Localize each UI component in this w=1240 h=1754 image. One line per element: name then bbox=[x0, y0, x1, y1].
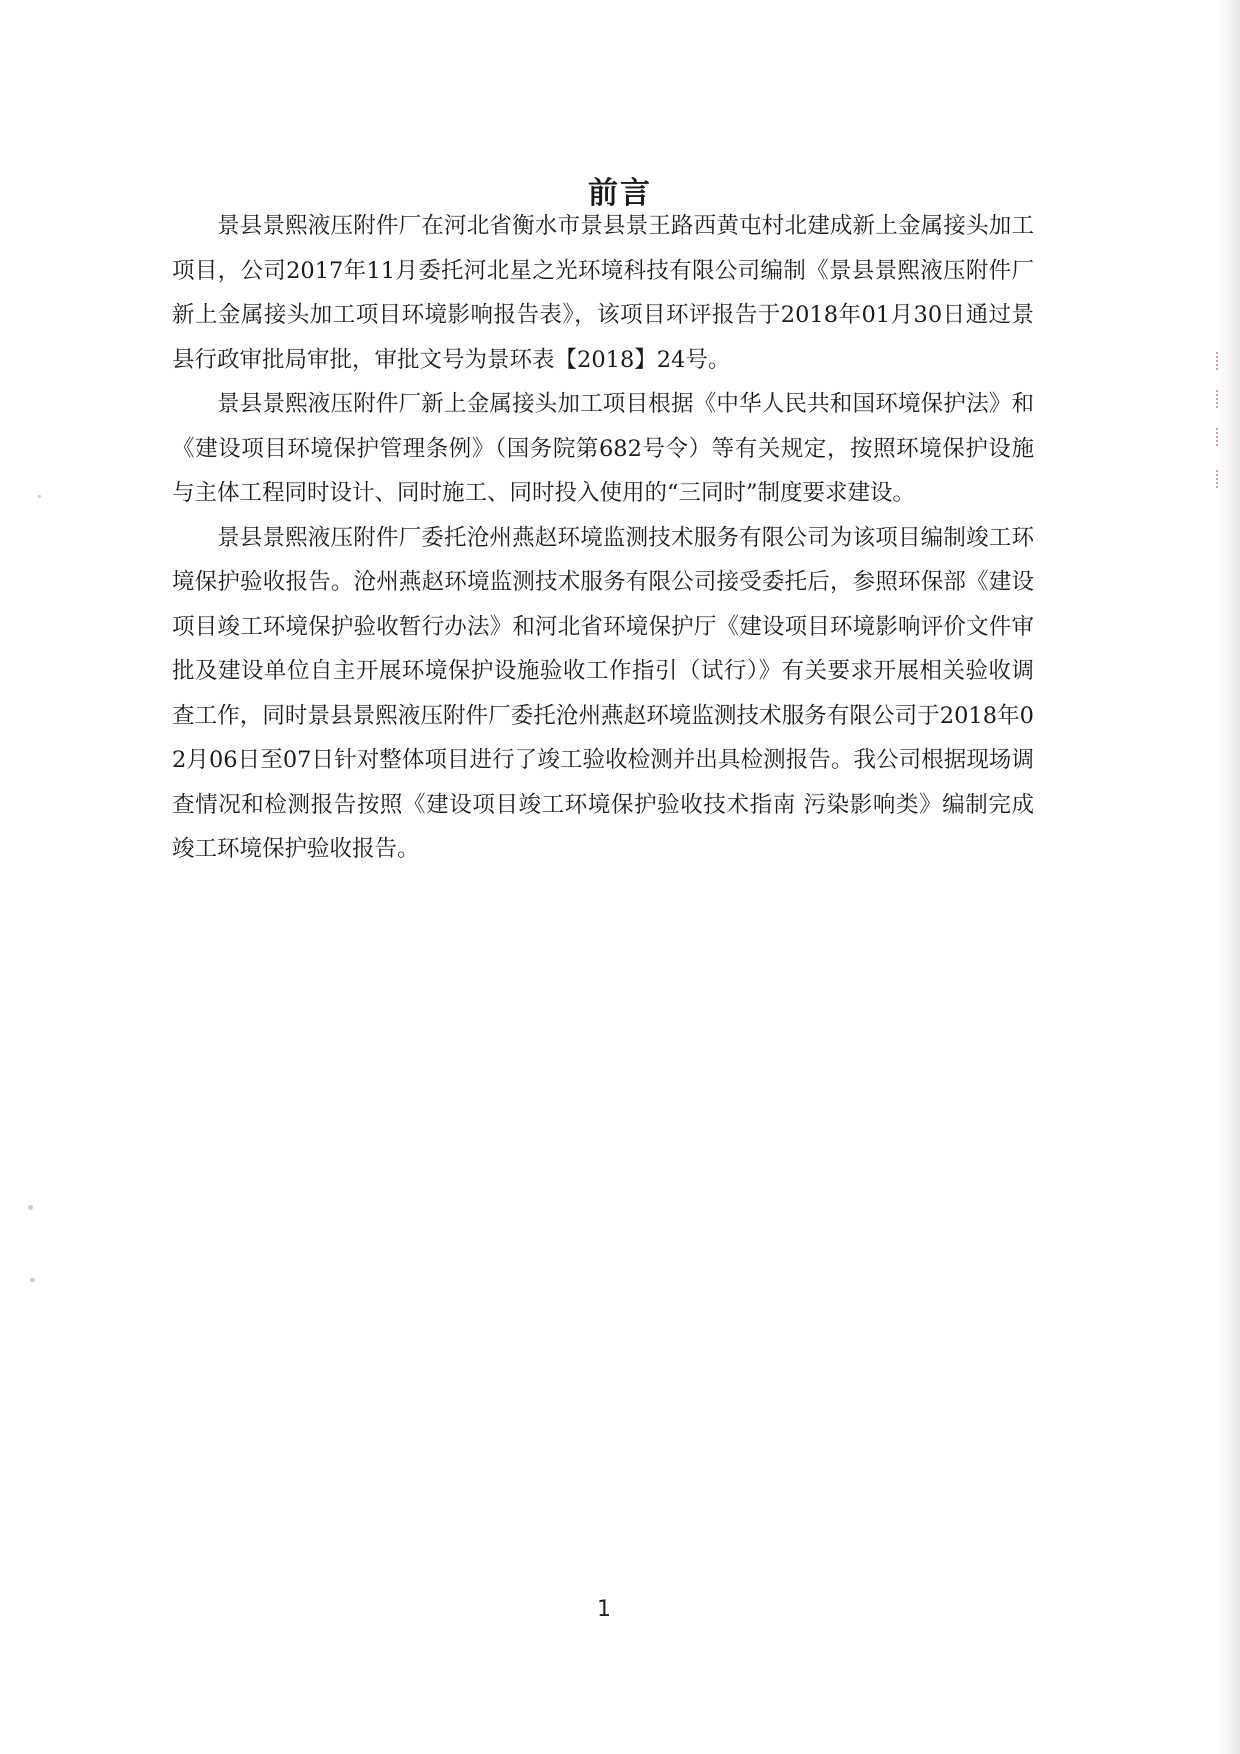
scan-speck bbox=[28, 1205, 33, 1210]
paragraph: 景县景熙液压附件厂在河北省衡水市景县景王路西黄屯村北建成新上金属接头加工项目，公司2017年11月委托河北星之光环境科技有限公司编制《景县景熙液压附件厂新上金属接头加工项目环境影响报告表》，该项目环评报告于2018年01月30日通过景县行政审批局审批，审批文号为景环表【2018】24号。 bbox=[172, 213, 1034, 373]
seal-edge-mark bbox=[1216, 428, 1222, 446]
scan-speck bbox=[38, 495, 41, 498]
scan-edge-shadow bbox=[1218, 0, 1240, 1754]
page-number: 1 bbox=[597, 1597, 611, 1622]
document-body bbox=[172, 204, 1034, 872]
scan-speck bbox=[30, 1278, 35, 1282]
page-title: 前言 bbox=[588, 176, 652, 212]
paragraph: 景县景熙液压附件厂委托沧州燕赵环境监测技术服务有限公司为该项目编制竣工环境保护验收报告。沧州燕赵环境监测技术服务有限公司接受委托后，参照环保部《建设项目竣工环境保护验收暂行办法》和河北省环境保护厅《建设项目环境影响评价文件审批及建设单位自主开展环境保护设施验收工作指引（试行）》有关要求开展相关验收调查工作，同时景县景熙液压附件厂委托沧州燕赵环境监测技术服务有限公司于2018年02月06日至07日针对整体项目进行了竣工验收检测并出具检测报告。我公司根据现场调查情况和检测报告按照《建设项目竣工环境保护验收技术指南 污染影响类》编制完成竣工环境保护验收报告。 bbox=[172, 524, 1034, 862]
paragraph: 景县景熙液压附件厂新上金属接头加工项目根据《中华人民共和国环境保护法》和《建设项目环境保护管理条例》（国务院第682号令）等有关规定，按照环境保护设施与主体工程同时设计、同时施工、同时投入使用的“三同时”制度要求建设。 bbox=[172, 391, 1034, 506]
seal-edge-mark bbox=[1216, 390, 1222, 408]
seal-edge-mark bbox=[1216, 352, 1222, 370]
seal-edge-mark bbox=[1216, 470, 1222, 488]
